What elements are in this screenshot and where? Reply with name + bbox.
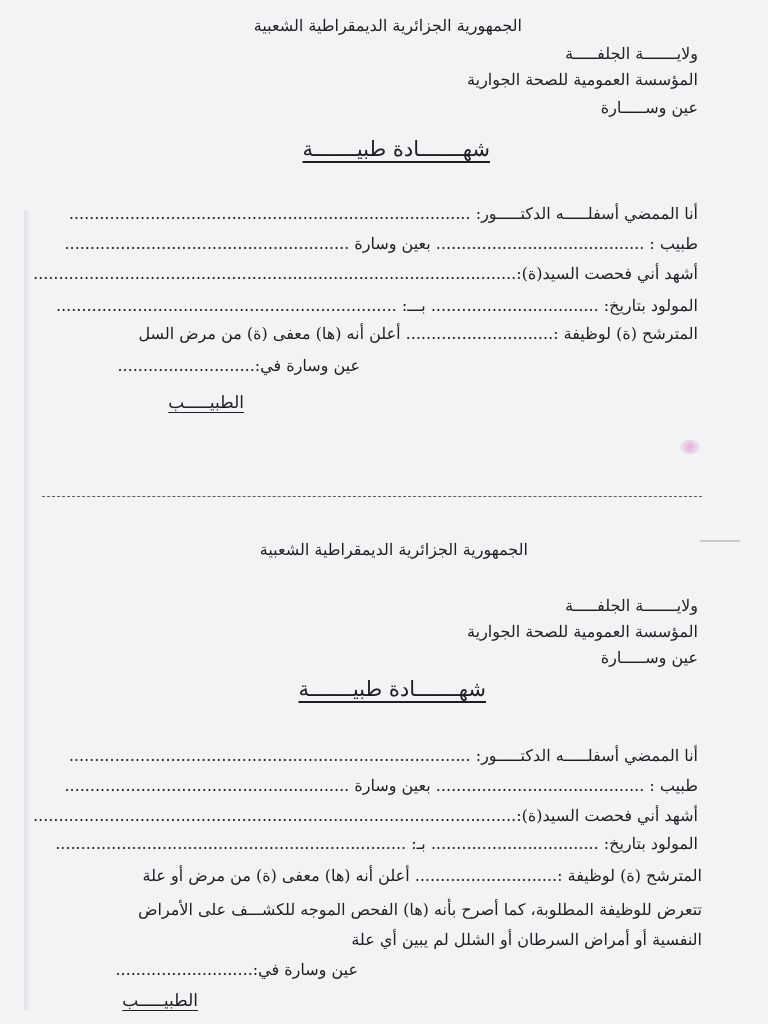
institution-line: المؤسسة العمومية للصحة الجوارية: [467, 622, 698, 641]
document-title: شهـــــــادة طبيـــــــة: [302, 137, 490, 161]
doctor-signature-label: الطبيـــــب: [168, 393, 244, 413]
examined-line: أشهد أني فحصت السيد(ة):...............................................................................................: [33, 264, 698, 283]
candidate-line: المترشح (ة) لوظيفة :............................ أعلن أنه (ها) معفى (ة) من مرض أو علة: [142, 866, 702, 885]
wilaya-line: ولايـــــــة الجلفـــــة: [565, 596, 698, 615]
physician-line: طبيب : ......................................... بعين وسارة ........................................................: [64, 234, 698, 253]
doctor-line: أنا الممضي أسفلـــــه الدكتـــــور: ...............................................................................: [68, 204, 698, 223]
birth-line: المولود بتاريخ: ................................. بـــ: ...................................................................: [56, 296, 698, 315]
doctor-line: أنا الممضي أسفلـــــه الدكتـــــور: ...............................................................................: [68, 746, 698, 765]
fitness-statement-line: تتعرض للوظيفة المطلوبة، كما أصرح بأنه (ها) الفحص الموجه للكشـــف على الأمراض: [138, 900, 702, 919]
republic-header: الجمهورية الجزائرية الديمقراطية الشعبية: [259, 540, 528, 559]
birth-line: المولود بتاريخ: ................................. بـ: .....................................................................: [55, 834, 698, 853]
town-line: عين وســـــارة: [600, 98, 698, 117]
wilaya-line: ولايـــــــة الجلفـــــة: [565, 44, 698, 63]
physician-line: طبيب : ......................................... بعين وسارة ........................................................: [64, 776, 698, 795]
place-date-line: عين وسارة في:...........................: [117, 356, 360, 375]
republic-header: الجمهورية الجزائرية الديمقراطية الشعبية: [253, 16, 522, 35]
doctor-signature-label: الطبيـــــب: [122, 991, 198, 1011]
candidate-line: المترشح (ة) لوظيفة :............................. أعلن أنه (ها) معفى (ة) من مرض السل: [138, 324, 698, 343]
institution-line: المؤسسة العمومية للصحة الجوارية: [467, 70, 698, 89]
town-line: عين وســـــارة: [600, 648, 698, 667]
document-title: شهـــــــادة طبيـــــــة: [298, 677, 486, 701]
place-date-line: عين وسارة في:...........................: [115, 960, 358, 979]
fitness-statement-continued: النفسية أو أمراض السرطان أو الشلل لم يبين أي علة: [351, 930, 702, 949]
examined-line: أشهد أني فحصت السيد(ة):...............................................................................................: [33, 806, 698, 825]
